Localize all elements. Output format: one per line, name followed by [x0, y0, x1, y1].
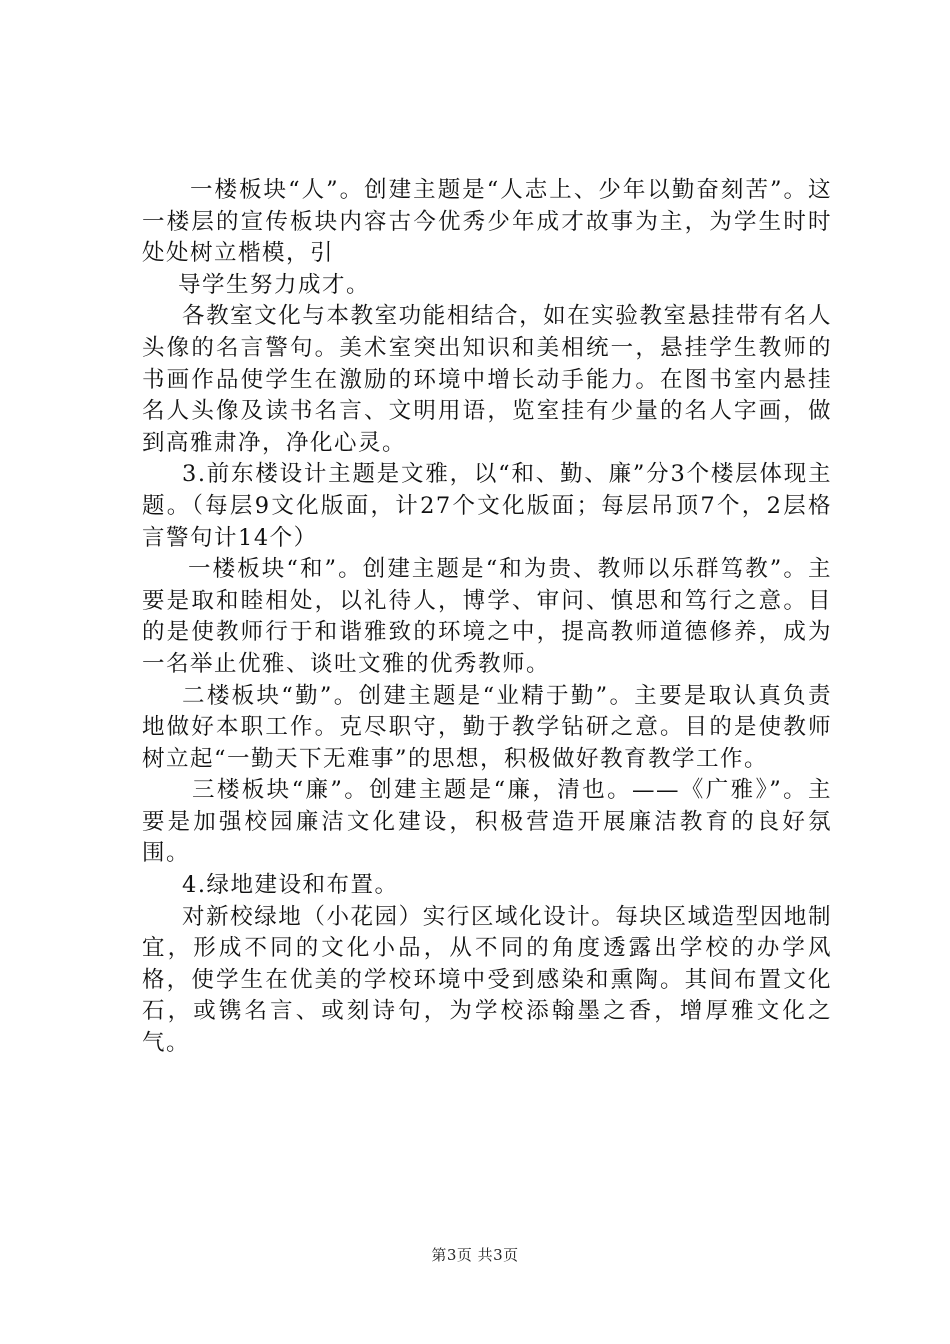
page-footer: 第3页 共3页 — [431, 1246, 519, 1264]
paragraph-east-building: 3.前东楼设计主题是文雅，以“和、勤、廉”分3个楼层体现主题。（每层9文化版面，计27个文化版面；每层吊顶7个，2层格言警句计14个） — [142, 461, 832, 551]
paragraph-green-space-heading: 4.绿地建设和布置。 — [182, 872, 399, 899]
paragraph-second-floor-qin: 二楼板块“勤”。创建主题是“业精于勤”。主要是取认真负责地做好本职工作。克尽职守，勤于教学钻研之意。目的是使教师树立起“一勤天下无难事”的思想，积极做好教育教学工作。 — [142, 682, 832, 772]
document-body — [142, 175, 832, 1060]
paragraph-first-floor-he: 一楼板块“和”。创建主题是“和为贵、教师以乐群笃教”。主要是取和睦相处，以礼待人，博学、审问、慎思和笃行之意。目的是使教师行于和谐雅致的环境之中，提高教师道德修养，成为一名举止优雅、谈吐文雅的优秀教师。 — [142, 556, 832, 677]
paragraph-continuation: 导学生努力成才。 — [178, 271, 371, 298]
paragraph-green-space: 对新校绿地（小花园）实行区域化设计。每块区域造型因地制宜，形成不同的文化小品，从不同的角度透露出学校的办学风格，使学生在优美的学校环境中受到感染和熏陶。其间布置文化石，或镌名言、或刻诗句，为学校添翰墨之香，增厚雅文化之气。 — [142, 903, 832, 1057]
paragraph-classroom-culture: 各教室文化与本教室功能相结合，如在实验教室悬挂带有名人头像的名言警句。美术室突出知识和美相统一，悬挂学生教师的书画作品使学生在激励的环境中增长动手能力。在图书室内悬挂名人头像及读书名言、文明用语，览室挂有少量的名人字画，做到高雅肃净，净化心灵。 — [142, 303, 832, 456]
paragraph-third-floor-lian: 三楼板块“廉”。创建主题是“廉，清也。——《广雅》”。主要是加强校园廉洁文化建设，积极营造开展廉洁教育的良好氛围。 — [142, 777, 832, 867]
paragraph-first-floor-ren: 一楼板块“人”。创建主题是“人志上、少年以勤奋刻苦”。这一楼层的宣传板块内容古今优秀少年成才故事为主，为学生时时处处树立楷模，引 — [142, 177, 832, 267]
